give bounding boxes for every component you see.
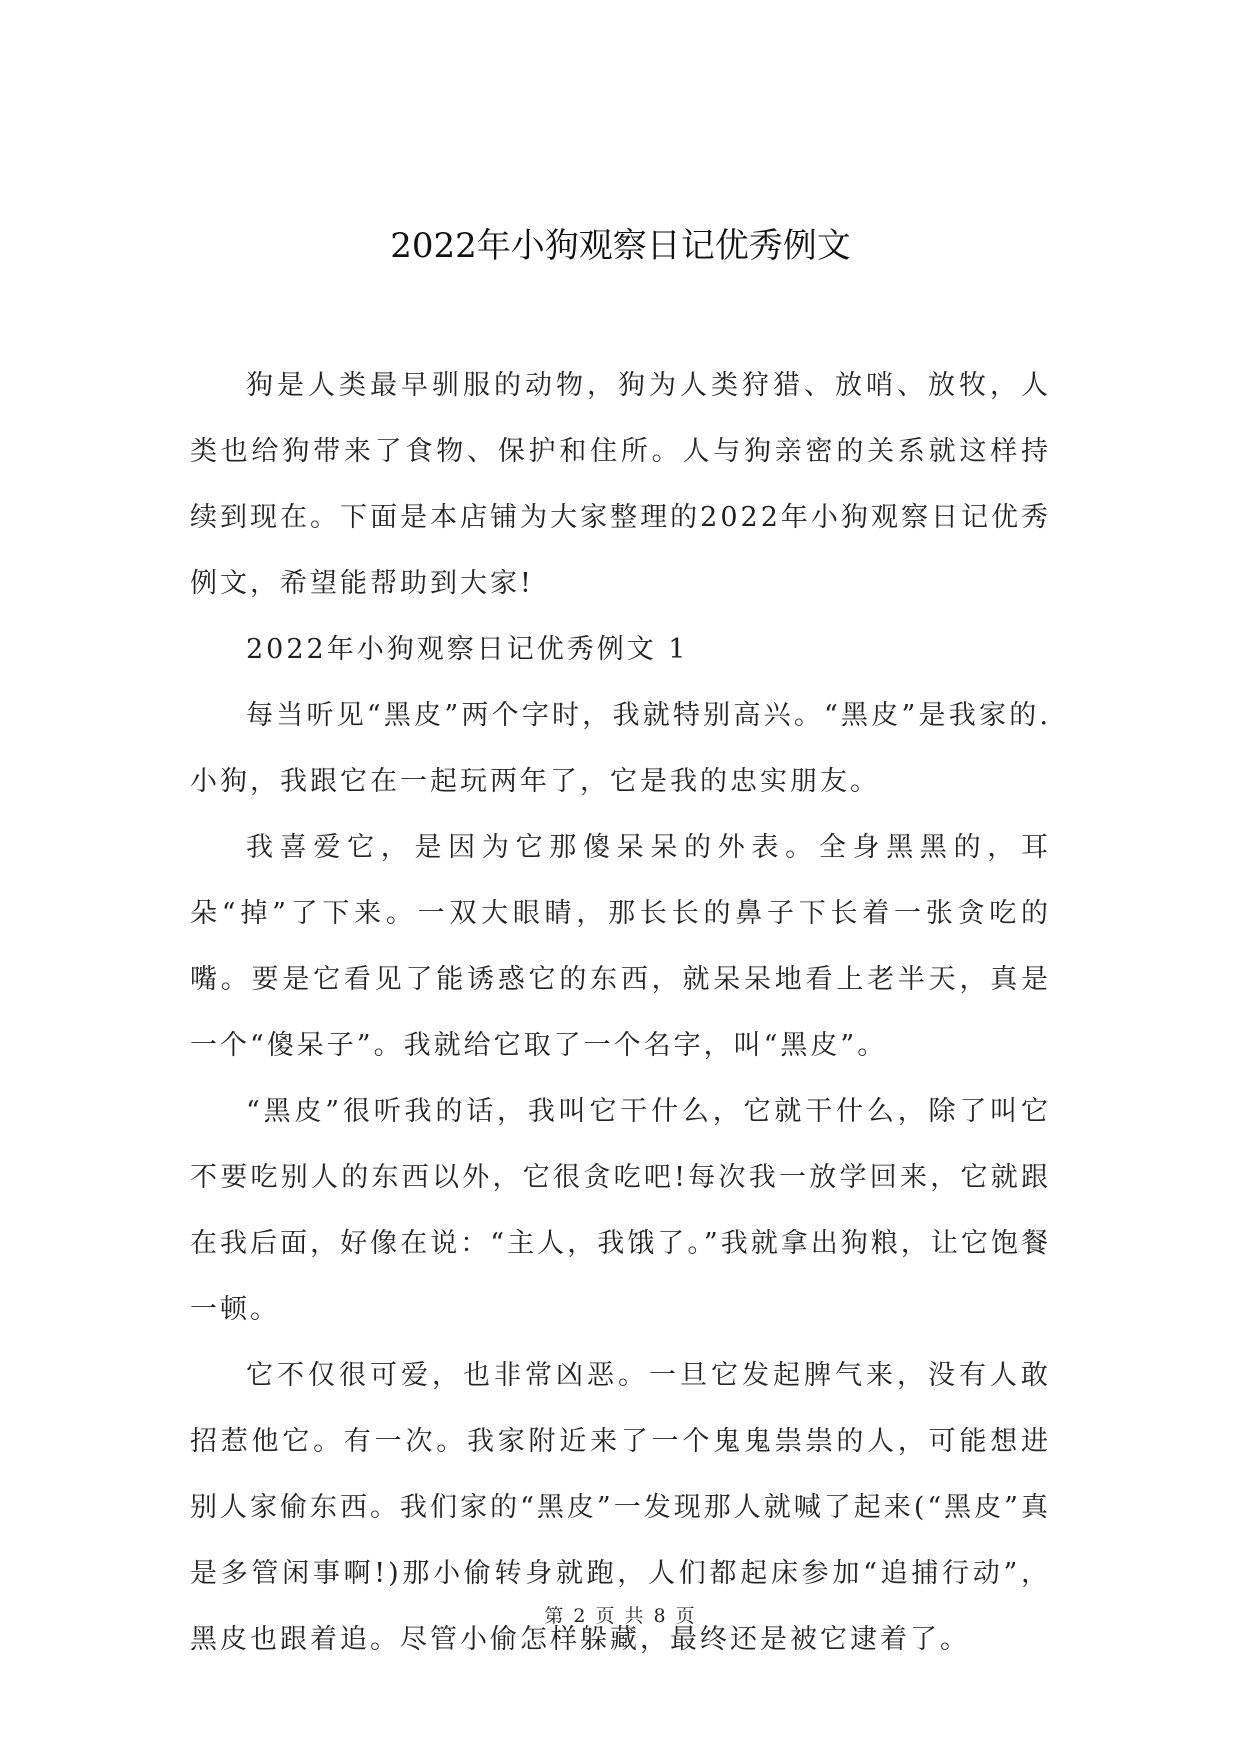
section-heading: 2022年小狗观察日记优秀例文 1 [246,634,689,665]
document-title: 2022年小狗观察日记优秀例文 [390,226,851,266]
intro-paragraph: 狗是人类最早驯服的动物，狗为人类狩猎、放哨、放牧，人类也给狗带来了食物、保护和住所。人与狗亲密的关系就这样持续到现在。下面是本店铺为大家整理的2022年小狗观察日记优秀例文，希望能帮助到大家! [190,370,1051,599]
body-paragraph: 每当听见“黑皮”两个字时，我就特别高兴。“黑皮”是我家的.小狗，我跟它在一起玩两年了，它是我的忠实朋友。 [190,700,1051,797]
body-paragraph: 它不仅很可爱，也非常凶恶。一旦它发起脾气来，没有人敢招惹他它。有一次。我家附近来了一个鬼鬼祟祟的人，可能想进别人家偷东西。我们家的“黑皮”一发现那人就喊了起来(“黑皮”真是多管闲事啊!)那小偷转身就跑，人们都起床参加“追捕行动”，黑皮也跟着追。尽管小偷怎样躲藏，最终还是被它逮着了。 [190,1360,1051,1655]
body-paragraph: “黑皮”很听我的话，我叫它干什么，它就干什么，除了叫它不要吃别人的东西以外，它很贪吃吧!每次我一放学回来，它就跟在我后面，好像在说：“主人，我饿了。”我就拿出狗粮，让它饱餐一顿。 [190,1096,1051,1325]
body-paragraph: 我喜爱它，是因为它那傻呆呆的外表。全身黑黑的，耳朵“掉”了下来。一双大眼睛，那长长的鼻子下长着一张贪吃的嘴。要是它看见了能诱惑它的东西，就呆呆地看上老半天，真是一个“傻呆子”。我就给它取了一个名字，叫“黑皮”。 [190,832,1051,1061]
document-body [190,353,1051,1673]
page-footer: 第 2 页 共 8 页 [544,1605,697,1627]
